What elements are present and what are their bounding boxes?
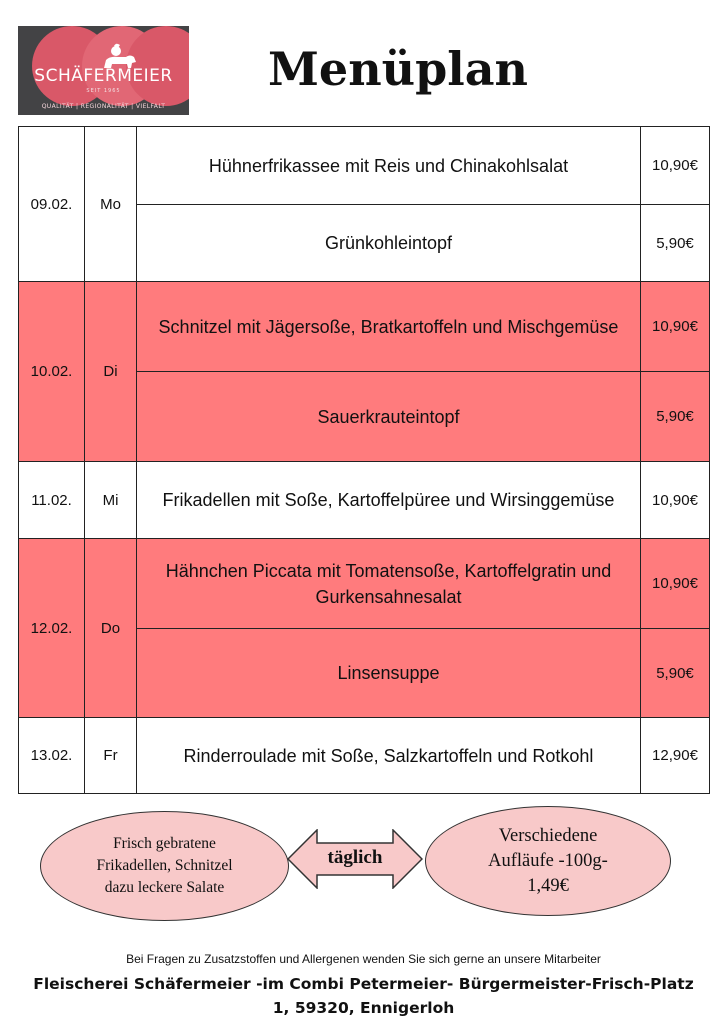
day-cell: Mo <box>84 126 137 282</box>
store-address: Fleischerei Schäfermeier -im Combi Petermeier- Bürgermeister-Frisch-Platz 1, 59320, Ennigerloh <box>33 975 694 1017</box>
logo-tagline: QUALITÄT | REGIONALITÄT | VIELFALT <box>41 103 166 110</box>
dish-cell: Hühnerfrikassee mit Reis und Chinakohlsalat <box>136 126 641 205</box>
day-cell: Do <box>84 538 137 718</box>
day-cell: Di <box>84 281 137 462</box>
day-cell: Fr <box>84 717 137 794</box>
day-cell: Mi <box>84 461 137 539</box>
price-cell: 10,90€ <box>640 281 710 372</box>
date-cell: 11.02. <box>18 461 85 539</box>
price-cell: 10,90€ <box>640 538 710 629</box>
price-cell: 10,90€ <box>640 461 710 539</box>
price-cell: 5,90€ <box>640 371 710 462</box>
dish-cell: Grünkohleintopf <box>136 204 641 282</box>
dish-cell: Linsensuppe <box>136 628 641 718</box>
price-cell: 5,90€ <box>640 628 710 718</box>
dish-cell: Schnitzel mit Jägersoße, Bratkartoffeln und Mischgemüse <box>136 281 641 372</box>
price-cell: 5,90€ <box>640 204 710 282</box>
brand-logo <box>18 26 189 115</box>
special-right-oval <box>425 806 671 916</box>
dish-cell: Frikadellen mit Soße, Kartoffelpüree und Wirsinggemüse <box>136 461 641 539</box>
page-title: Menüplan <box>268 42 528 96</box>
special-right-text: Verschiedene Aufläufe -100g- 1,49€ <box>488 825 608 896</box>
date-cell: 12.02. <box>18 538 85 718</box>
logo-since: SEIT 1965 <box>86 88 121 94</box>
date-cell: 13.02. <box>18 717 85 794</box>
price-cell: 12,90€ <box>640 717 710 794</box>
date-cell: 10.02. <box>18 281 85 462</box>
price-cell: 10,90€ <box>640 126 710 205</box>
dish-cell: Sauerkrauteintopf <box>136 371 641 462</box>
menu-table <box>18 126 710 794</box>
special-left-oval <box>40 811 289 921</box>
special-left-text: Frisch gebratene Frikadellen, Schnitzel dazu leckere Salate <box>96 835 233 896</box>
date-cell: 09.02. <box>18 126 85 282</box>
daily-label: täglich <box>327 847 383 868</box>
logo-brand-name: SCHÄFERMEIER <box>34 66 173 86</box>
dish-cell: Hähnchen Piccata mit Tomatensoße, Kartoffelgratin und Gurkensahnesalat <box>136 538 641 629</box>
dish-cell: Rinderroulade mit Soße, Salzkartoffeln und Rotkohl <box>136 717 641 794</box>
allergen-note: Bei Fragen zu Zusatzstoffen und Allergenen wenden Sie sich gerne an unsere Mitarbeiter <box>126 952 601 966</box>
